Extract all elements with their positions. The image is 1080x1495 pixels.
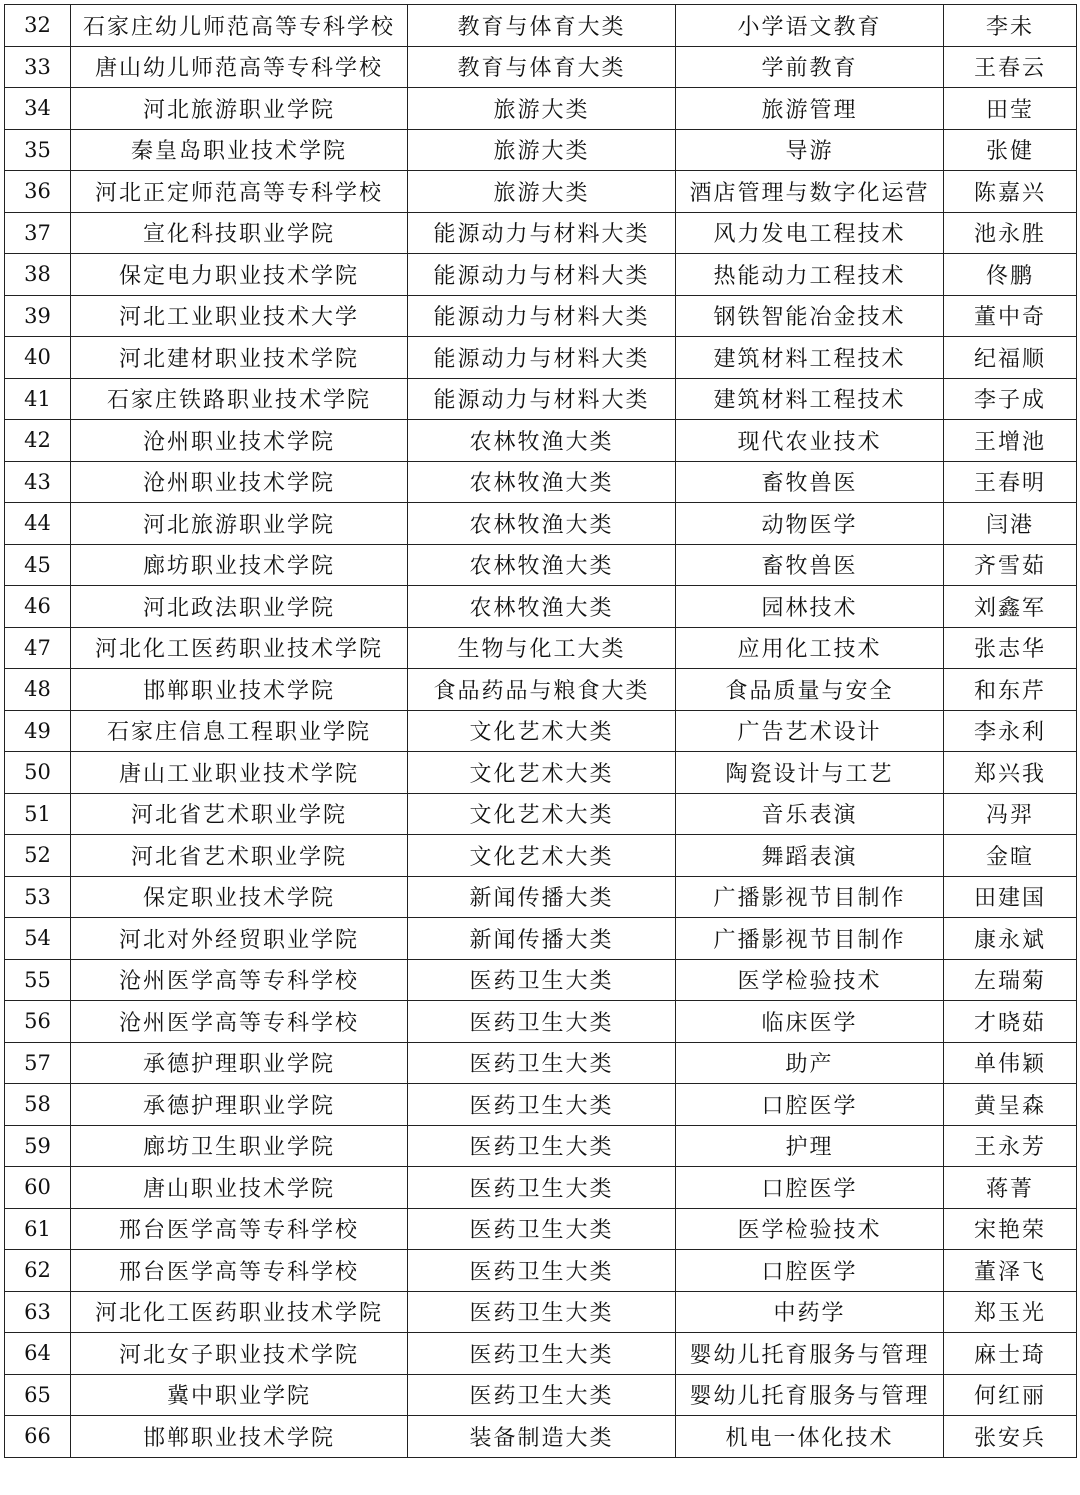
- table-row: [5, 1167, 1077, 1209]
- row-number: 51: [5, 793, 71, 835]
- row-number: 45: [5, 544, 71, 586]
- school-name: 保定职业技术学院: [71, 876, 408, 918]
- major-category: 文化艺术大类: [408, 793, 676, 835]
- major-name: 钢铁智能冶金技术: [676, 295, 944, 337]
- row-number: 34: [5, 88, 71, 130]
- school-name: 廊坊职业技术学院: [71, 544, 408, 586]
- major-category: 生物与化工大类: [408, 627, 676, 669]
- school-name: 石家庄信息工程职业学院: [71, 710, 408, 752]
- table-row: [5, 835, 1077, 877]
- major-category: 医药卫生大类: [408, 1042, 676, 1084]
- row-number: 50: [5, 752, 71, 794]
- row-number: 32: [5, 5, 71, 47]
- major-name: 助产: [676, 1042, 944, 1084]
- major-category: 农林牧渔大类: [408, 461, 676, 503]
- major-name: 口腔医学: [676, 1250, 944, 1292]
- school-name: 沧州医学高等专科学校: [71, 959, 408, 1001]
- table-row: [5, 876, 1077, 918]
- table-row: [5, 1416, 1077, 1458]
- major-name: 酒店管理与数字化运营: [676, 171, 944, 213]
- major-category: 文化艺术大类: [408, 835, 676, 877]
- major-name: 动物医学: [676, 503, 944, 545]
- table-row: [5, 1374, 1077, 1416]
- person-name: 宋艳荣: [944, 1208, 1077, 1250]
- major-category: 医药卫生大类: [408, 1374, 676, 1416]
- school-name: 承德护理职业学院: [71, 1042, 408, 1084]
- table-row: [5, 752, 1077, 794]
- major-name: 护理: [676, 1125, 944, 1167]
- school-name: 石家庄铁路职业技术学院: [71, 378, 408, 420]
- row-number: 37: [5, 212, 71, 254]
- major-category: 新闻传播大类: [408, 876, 676, 918]
- major-name: 热能动力工程技术: [676, 254, 944, 296]
- school-name: 石家庄幼儿师范高等专科学校: [71, 5, 408, 47]
- major-name: 导游: [676, 129, 944, 171]
- major-name: 广播影视节目制作: [676, 876, 944, 918]
- row-number: 65: [5, 1374, 71, 1416]
- major-category: 旅游大类: [408, 171, 676, 213]
- person-name: 纪福顺: [944, 337, 1077, 379]
- row-number: 62: [5, 1250, 71, 1292]
- table-row: [5, 1042, 1077, 1084]
- table-row: [5, 1333, 1077, 1375]
- school-name: 唐山幼儿师范高等专科学校: [71, 46, 408, 88]
- row-number: 46: [5, 586, 71, 628]
- table-row: [5, 1291, 1077, 1333]
- table-row: [5, 503, 1077, 545]
- major-category: 旅游大类: [408, 88, 676, 130]
- row-number: 38: [5, 254, 71, 296]
- person-name: 李永利: [944, 710, 1077, 752]
- roster-table: [4, 4, 1077, 1458]
- row-number: 49: [5, 710, 71, 752]
- person-name: 田建国: [944, 876, 1077, 918]
- major-name: 广播影视节目制作: [676, 918, 944, 960]
- school-name: 河北政法职业学院: [71, 586, 408, 628]
- table-row: [5, 461, 1077, 503]
- person-name: 才晓茹: [944, 1001, 1077, 1043]
- row-number: 39: [5, 295, 71, 337]
- school-name: 廊坊卫生职业学院: [71, 1125, 408, 1167]
- major-category: 文化艺术大类: [408, 710, 676, 752]
- row-number: 57: [5, 1042, 71, 1084]
- person-name: 冯羿: [944, 793, 1077, 835]
- school-name: 沧州职业技术学院: [71, 461, 408, 503]
- major-name: 中药学: [676, 1291, 944, 1333]
- row-number: 59: [5, 1125, 71, 1167]
- row-number: 58: [5, 1084, 71, 1126]
- major-category: 农林牧渔大类: [408, 503, 676, 545]
- row-number: 56: [5, 1001, 71, 1043]
- major-name: 舞蹈表演: [676, 835, 944, 877]
- major-name: 机电一体化技术: [676, 1416, 944, 1458]
- row-number: 35: [5, 129, 71, 171]
- major-category: 医药卫生大类: [408, 1291, 676, 1333]
- person-name: 郑兴我: [944, 752, 1077, 794]
- major-category: 能源动力与材料大类: [408, 212, 676, 254]
- school-name: 保定电力职业技术学院: [71, 254, 408, 296]
- row-number: 55: [5, 959, 71, 1001]
- school-name: 邢台医学高等专科学校: [71, 1250, 408, 1292]
- major-name: 临床医学: [676, 1001, 944, 1043]
- table-row: [5, 171, 1077, 213]
- person-name: 李未: [944, 5, 1077, 47]
- person-name: 齐雪茹: [944, 544, 1077, 586]
- major-name: 应用化工技术: [676, 627, 944, 669]
- table-row: [5, 212, 1077, 254]
- school-name: 唐山工业职业技术学院: [71, 752, 408, 794]
- major-name: 小学语文教育: [676, 5, 944, 47]
- major-category: 医药卫生大类: [408, 1333, 676, 1375]
- major-name: 建筑材料工程技术: [676, 378, 944, 420]
- major-category: 农林牧渔大类: [408, 586, 676, 628]
- major-name: 医学检验技术: [676, 959, 944, 1001]
- table-row: [5, 959, 1077, 1001]
- row-number: 33: [5, 46, 71, 88]
- table-row: [5, 627, 1077, 669]
- person-name: 李子成: [944, 378, 1077, 420]
- table-row: [5, 295, 1077, 337]
- table-row: [5, 46, 1077, 88]
- school-name: 邯郸职业技术学院: [71, 669, 408, 711]
- table-row: [5, 793, 1077, 835]
- person-name: 康永斌: [944, 918, 1077, 960]
- major-category: 医药卫生大类: [408, 959, 676, 1001]
- person-name: 何红丽: [944, 1374, 1077, 1416]
- table-row: [5, 129, 1077, 171]
- school-name: 河北化工医药职业技术学院: [71, 1291, 408, 1333]
- major-name: 广告艺术设计: [676, 710, 944, 752]
- person-name: 黄呈森: [944, 1084, 1077, 1126]
- major-name: 音乐表演: [676, 793, 944, 835]
- person-name: 董泽飞: [944, 1250, 1077, 1292]
- row-number: 54: [5, 918, 71, 960]
- major-category: 能源动力与材料大类: [408, 254, 676, 296]
- major-category: 医药卫生大类: [408, 1125, 676, 1167]
- row-number: 66: [5, 1416, 71, 1458]
- row-number: 41: [5, 378, 71, 420]
- major-name: 口腔医学: [676, 1167, 944, 1209]
- person-name: 闫港: [944, 503, 1077, 545]
- person-name: 张健: [944, 129, 1077, 171]
- major-category: 医药卫生大类: [408, 1084, 676, 1126]
- row-number: 64: [5, 1333, 71, 1375]
- person-name: 刘鑫军: [944, 586, 1077, 628]
- major-category: 旅游大类: [408, 129, 676, 171]
- major-category: 能源动力与材料大类: [408, 295, 676, 337]
- table-row: [5, 544, 1077, 586]
- major-category: 能源动力与材料大类: [408, 378, 676, 420]
- table-row: [5, 710, 1077, 752]
- person-name: 左瑞菊: [944, 959, 1077, 1001]
- table-row: [5, 1125, 1077, 1167]
- row-number: 60: [5, 1167, 71, 1209]
- major-name: 园林技术: [676, 586, 944, 628]
- school-name: 河北化工医药职业技术学院: [71, 627, 408, 669]
- major-name: 陶瓷设计与工艺: [676, 752, 944, 794]
- table-body: [5, 5, 1077, 1458]
- person-name: 麻士琦: [944, 1333, 1077, 1375]
- person-name: 王春明: [944, 461, 1077, 503]
- school-name: 河北省艺术职业学院: [71, 835, 408, 877]
- school-name: 邯郸职业技术学院: [71, 1416, 408, 1458]
- row-number: 42: [5, 420, 71, 462]
- school-name: 河北女子职业技术学院: [71, 1333, 408, 1375]
- major-name: 现代农业技术: [676, 420, 944, 462]
- person-name: 王春云: [944, 46, 1077, 88]
- table-row: [5, 1250, 1077, 1292]
- school-name: 沧州医学高等专科学校: [71, 1001, 408, 1043]
- major-category: 医药卫生大类: [408, 1167, 676, 1209]
- school-name: 河北建材职业技术学院: [71, 337, 408, 379]
- school-name: 河北省艺术职业学院: [71, 793, 408, 835]
- person-name: 单伟颖: [944, 1042, 1077, 1084]
- table-row: [5, 254, 1077, 296]
- table-row: [5, 1001, 1077, 1043]
- major-category: 食品药品与粮食大类: [408, 669, 676, 711]
- row-number: 40: [5, 337, 71, 379]
- table-row: [5, 88, 1077, 130]
- major-category: 新闻传播大类: [408, 918, 676, 960]
- row-number: 53: [5, 876, 71, 918]
- school-name: 河北工业职业技术大学: [71, 295, 408, 337]
- school-name: 河北正定师范高等专科学校: [71, 171, 408, 213]
- row-number: 43: [5, 461, 71, 503]
- major-name: 口腔医学: [676, 1084, 944, 1126]
- school-name: 河北对外经贸职业学院: [71, 918, 408, 960]
- person-name: 佟鹏: [944, 254, 1077, 296]
- person-name: 郑玉光: [944, 1291, 1077, 1333]
- row-number: 36: [5, 171, 71, 213]
- major-name: 学前教育: [676, 46, 944, 88]
- table-row: [5, 337, 1077, 379]
- school-name: 河北旅游职业学院: [71, 88, 408, 130]
- major-name: 旅游管理: [676, 88, 944, 130]
- table-row: [5, 420, 1077, 462]
- major-category: 装备制造大类: [408, 1416, 676, 1458]
- school-name: 河北旅游职业学院: [71, 503, 408, 545]
- person-name: 王增池: [944, 420, 1077, 462]
- person-name: 池永胜: [944, 212, 1077, 254]
- school-name: 宣化科技职业学院: [71, 212, 408, 254]
- major-category: 教育与体育大类: [408, 5, 676, 47]
- person-name: 董中奇: [944, 295, 1077, 337]
- table-row: [5, 918, 1077, 960]
- table-row: [5, 1208, 1077, 1250]
- school-name: 承德护理职业学院: [71, 1084, 408, 1126]
- person-name: 张志华: [944, 627, 1077, 669]
- major-name: 畜牧兽医: [676, 544, 944, 586]
- table-row: [5, 586, 1077, 628]
- school-name: 冀中职业学院: [71, 1374, 408, 1416]
- row-number: 52: [5, 835, 71, 877]
- major-category: 教育与体育大类: [408, 46, 676, 88]
- major-category: 能源动力与材料大类: [408, 337, 676, 379]
- person-name: 陈嘉兴: [944, 171, 1077, 213]
- major-category: 农林牧渔大类: [408, 420, 676, 462]
- major-name: 风力发电工程技术: [676, 212, 944, 254]
- major-category: 文化艺术大类: [408, 752, 676, 794]
- person-name: 蒋菁: [944, 1167, 1077, 1209]
- table-row: [5, 1084, 1077, 1126]
- major-name: 建筑材料工程技术: [676, 337, 944, 379]
- row-number: 47: [5, 627, 71, 669]
- major-name: 婴幼儿托育服务与管理: [676, 1333, 944, 1375]
- major-name: 医学检验技术: [676, 1208, 944, 1250]
- table-row: [5, 378, 1077, 420]
- table-row: [5, 5, 1077, 47]
- person-name: 田莹: [944, 88, 1077, 130]
- person-name: 张安兵: [944, 1416, 1077, 1458]
- row-number: 63: [5, 1291, 71, 1333]
- school-name: 唐山职业技术学院: [71, 1167, 408, 1209]
- major-name: 畜牧兽医: [676, 461, 944, 503]
- row-number: 48: [5, 669, 71, 711]
- major-category: 医药卫生大类: [408, 1208, 676, 1250]
- row-number: 44: [5, 503, 71, 545]
- school-name: 秦皇岛职业技术学院: [71, 129, 408, 171]
- school-name: 沧州职业技术学院: [71, 420, 408, 462]
- person-name: 王永芳: [944, 1125, 1077, 1167]
- major-category: 医药卫生大类: [408, 1001, 676, 1043]
- major-name: 食品质量与安全: [676, 669, 944, 711]
- table-row: [5, 669, 1077, 711]
- person-name: 和东芹: [944, 669, 1077, 711]
- person-name: 金暄: [944, 835, 1077, 877]
- major-category: 农林牧渔大类: [408, 544, 676, 586]
- row-number: 61: [5, 1208, 71, 1250]
- major-name: 婴幼儿托育服务与管理: [676, 1374, 944, 1416]
- major-category: 医药卫生大类: [408, 1250, 676, 1292]
- school-name: 邢台医学高等专科学校: [71, 1208, 408, 1250]
